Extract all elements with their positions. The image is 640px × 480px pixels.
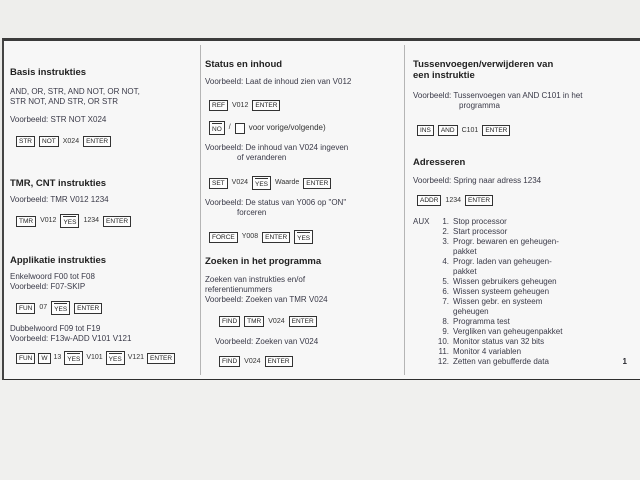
- background-bottom: [0, 380, 640, 480]
- aux-item: [435, 227, 635, 236]
- aux-item-number: 11.: [438, 347, 449, 356]
- address-title: Adresseren: [413, 157, 466, 168]
- aux-item-text: Wissen gebruikers geheugen: [453, 277, 557, 286]
- key-yes[interactable]: YES: [106, 351, 125, 365]
- aux-item-text: Wissen gebr. en systeem: [453, 297, 543, 306]
- aux-item-text: Start processor: [453, 227, 508, 236]
- status-title: Status en inhoud: [205, 59, 283, 70]
- aux-item-text: Progr. bewaren en geheugen-: [453, 237, 559, 246]
- key-enter[interactable]: ENTER: [303, 178, 331, 189]
- aux-item: [435, 297, 635, 306]
- tmr-title: TMR, CNT instrukties: [10, 178, 107, 189]
- operand-v101: V101: [86, 354, 103, 361]
- key-enter[interactable]: ENTER: [83, 136, 111, 147]
- operand-v121: V121: [127, 354, 145, 361]
- aux-item-text: Monitor status van 32 bits: [453, 337, 545, 346]
- aux-item: [435, 337, 635, 346]
- aux-item-number: 3.: [442, 237, 449, 246]
- aux-label: AUX: [413, 217, 430, 226]
- aux-item-number: 1.: [442, 217, 449, 226]
- key-yes[interactable]: YES: [294, 230, 313, 244]
- search-line-1: Zoeken van instrukties en/of: [205, 275, 306, 284]
- search-keys-1: [219, 316, 317, 327]
- column-insert: [404, 45, 637, 375]
- key-enter[interactable]: ENTER: [482, 125, 510, 136]
- aux-item-number: 8.: [442, 317, 449, 326]
- aux-item-number: 2.: [442, 227, 449, 236]
- status-force-2: forceren: [237, 208, 267, 217]
- key-tmr[interactable]: TMR: [16, 216, 36, 227]
- key-no[interactable]: NO: [209, 121, 225, 135]
- key-tmr[interactable]: TMR: [244, 316, 264, 327]
- operand-x024: X024: [62, 137, 80, 145]
- key-enter[interactable]: ENTER: [103, 216, 131, 227]
- key-and[interactable]: AND: [438, 125, 458, 136]
- aux-item-number: 7.: [442, 297, 449, 306]
- aux-item-text: Monitor 4 variablen: [453, 347, 522, 356]
- aux-item-text: Vergliken van geheugenpakket: [453, 327, 563, 336]
- operand-waarde: Waarde: [275, 179, 300, 186]
- aux-item-continuation: pakket: [453, 267, 477, 276]
- aux-item: [435, 277, 635, 286]
- status-keys-1: [209, 100, 280, 111]
- basis-keys: [16, 136, 111, 147]
- search-line-3: Voorbeeld: Zoeken van TMR V024: [205, 295, 328, 304]
- search-title: Zoeken in het programma: [205, 256, 322, 267]
- aux-item-number: 6.: [442, 287, 449, 296]
- basis-line-1: AND, OR, STR, AND NOT, OR NOT,: [10, 87, 140, 96]
- aux-item: [435, 257, 635, 266]
- key-fun[interactable]: FUN: [16, 353, 35, 364]
- key-ref[interactable]: REF: [209, 100, 228, 111]
- key-w[interactable]: W: [38, 353, 50, 364]
- aux-item: [435, 217, 635, 226]
- key-find[interactable]: FIND: [219, 316, 240, 327]
- operand-v012: V012: [40, 217, 57, 224]
- aux-item: [435, 357, 635, 366]
- key-ins[interactable]: INS: [417, 125, 434, 136]
- column-basis: [10, 45, 196, 375]
- key-yes[interactable]: YES: [252, 176, 271, 190]
- operand-y008: Y008: [241, 233, 259, 240]
- key-addr[interactable]: ADDR: [417, 195, 441, 206]
- search-line-4: Voorbeeld: Zoeken van V024: [215, 337, 319, 346]
- search-line-2: referentienummers: [205, 285, 273, 294]
- key-enter[interactable]: ENTER: [262, 232, 290, 243]
- key-fun[interactable]: FUN: [16, 303, 35, 314]
- aux-item-text: Progr. laden van geheugen-: [453, 257, 552, 266]
- basis-line-2: STR NOT, AND STR, OR STR: [10, 97, 119, 106]
- aux-item-continuation: geheugen: [453, 307, 489, 316]
- insert-title-1: Tussenvoegen/verwijderen van: [413, 59, 554, 70]
- tmr-example: Voorbeeld: TMR V012 1234: [10, 195, 109, 204]
- operand-13: 13: [53, 354, 62, 361]
- app-double-2: Voorbeeld: F13w-ADD V101 V121: [10, 334, 132, 343]
- operand-1234: 1234: [83, 217, 100, 224]
- key-yes[interactable]: YES: [51, 301, 70, 315]
- aux-item-text: Programma test: [453, 317, 510, 326]
- aux-item-text: Stop processor: [453, 217, 507, 226]
- operand-1234: 1234: [445, 196, 461, 204]
- app-keys-2: [16, 351, 175, 365]
- operand-v024: V024: [244, 357, 261, 365]
- aux-item-number: 4.: [442, 257, 449, 266]
- aux-item: [435, 317, 635, 326]
- aux-item: [435, 347, 635, 356]
- column-status: [200, 45, 401, 375]
- operand-v024: V024: [268, 317, 285, 325]
- basis-example: Voorbeeld: STR NOT X024: [10, 115, 107, 124]
- app-double-1: Dubbelwoord F09 tot F19: [10, 324, 101, 333]
- status-change-1: Voorbeeld: De inhoud van V024 ingeven: [205, 143, 349, 152]
- tmr-keys: [16, 214, 131, 228]
- basis-title: Basis instrukties: [10, 67, 87, 78]
- aux-item: [435, 237, 635, 246]
- aux-item-number: 5.: [442, 277, 449, 286]
- key-down[interactable]: [235, 123, 245, 134]
- insert-line-1: Voorbeeld: Tussenvoegen van AND C101 in het: [413, 91, 583, 100]
- app-keys-1: [16, 301, 102, 315]
- address-line-1: Voorbeeld: Spring naar adress 1234: [413, 176, 542, 185]
- app-single-1: Enkelwoord F00 tot F08: [10, 272, 95, 281]
- status-force-1: Voorbeeld: De status van Y006 op "ON": [205, 198, 347, 207]
- key-yes[interactable]: YES: [60, 214, 79, 228]
- aux-item: [435, 327, 635, 336]
- key-force[interactable]: FORCE: [209, 232, 238, 243]
- key-enter[interactable]: ENTER: [265, 356, 293, 367]
- operand-v024: V024: [231, 179, 249, 186]
- aux-item-number: 10.: [437, 337, 449, 346]
- insert-title-2: een instruktie: [413, 70, 475, 81]
- aux-item-text: Wissen systeem geheugen: [453, 287, 550, 296]
- aux-item-number: 9.: [442, 327, 449, 336]
- background-top: [0, 0, 640, 40]
- key-find[interactable]: FIND: [219, 356, 240, 367]
- key-str[interactable]: STR: [16, 136, 35, 147]
- operand-v012: V012: [232, 101, 249, 109]
- key-enter[interactable]: ENTER: [74, 303, 102, 314]
- slash: /: [228, 124, 231, 131]
- status-keys-3: [209, 230, 313, 244]
- key-not[interactable]: NOT: [39, 136, 59, 147]
- status-keys-2: [209, 176, 331, 190]
- search-keys-2: [219, 356, 293, 367]
- instruction-card: [2, 38, 640, 382]
- status-change-2: of veranderen: [237, 153, 287, 162]
- operand-07: 07: [39, 304, 48, 311]
- key-enter[interactable]: ENTER: [252, 100, 280, 111]
- page-number: 1: [622, 357, 627, 366]
- aux-item: [435, 287, 635, 296]
- aux-item-continuation: pakket: [453, 247, 477, 256]
- aux-item-text: Zetten van gebufferde data: [453, 357, 549, 366]
- aux-item-number: 12.: [437, 357, 449, 366]
- nav-text: voor vorige/volgende): [248, 123, 326, 132]
- key-set[interactable]: SET: [209, 178, 228, 189]
- key-enter[interactable]: ENTER: [147, 353, 175, 364]
- operand-c101: C101: [461, 126, 479, 134]
- insert-line-2: programma: [459, 101, 500, 110]
- status-example: Voorbeeld: Laat de inhoud zien van V012: [205, 77, 352, 86]
- insert-keys: [417, 125, 510, 136]
- status-nav: [209, 121, 326, 135]
- key-yes[interactable]: YES: [64, 351, 83, 365]
- app-title: Applikatie instrukties: [10, 255, 107, 266]
- app-single-2: Voorbeeld: F07-SKIP: [10, 282, 86, 291]
- key-enter[interactable]: ENTER: [289, 316, 317, 327]
- address-keys: [417, 195, 493, 206]
- key-enter[interactable]: ENTER: [465, 195, 493, 206]
